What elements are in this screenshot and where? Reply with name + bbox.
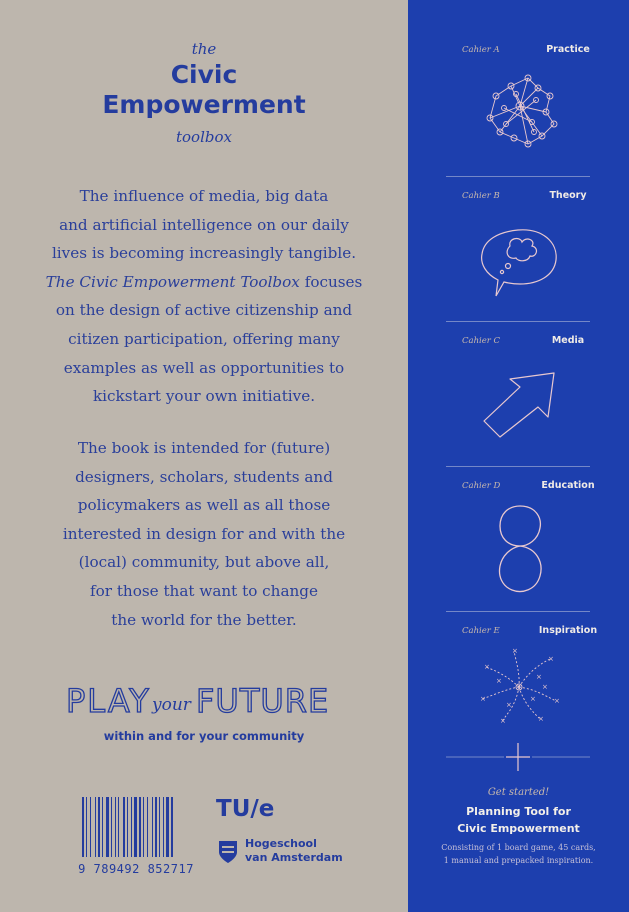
contents-line-1: Consisting of 1 board game, 45 cards, <box>441 843 596 852</box>
planning-title-line-2: Civic Empowerment <box>457 822 580 835</box>
text-line: The influence of media, big data <box>79 187 329 205</box>
barcode-bar <box>111 797 112 857</box>
barcode-bar <box>90 797 91 857</box>
cahier-label: Cahier A <box>462 45 500 55</box>
cahier-name: Education <box>541 480 595 491</box>
barcode-bar <box>123 797 125 857</box>
svg-text:×: × <box>484 663 490 671</box>
text-line: and artificial intelligence on our daily <box>59 215 349 234</box>
title-line-1: Civic <box>170 60 238 89</box>
barcode-bar <box>131 797 132 857</box>
text-line: examples as well as opportunities to <box>63 358 345 377</box>
barcode-bar <box>152 797 153 857</box>
cahier-name: Practice <box>546 44 590 55</box>
cahier-a <box>408 0 629 176</box>
barcode-bar <box>98 797 100 857</box>
text-line: on the design of active citizenship and <box>55 301 353 320</box>
text-line <box>0 268 408 297</box>
barcode-bar <box>134 797 137 857</box>
barcode-bar <box>155 797 157 857</box>
book-title-italic: The Civic Empowerment Toolbox <box>45 272 300 291</box>
barcode-bar <box>147 797 148 857</box>
barcode-bar <box>171 797 173 857</box>
barcode <box>80 797 192 863</box>
svg-text:×: × <box>538 715 544 723</box>
barcode-bar <box>118 797 119 857</box>
text-line: kickstart your own initiative. <box>92 387 316 406</box>
svg-text:×: × <box>554 697 560 705</box>
text-line-rest: focuses <box>299 272 363 291</box>
cahier-b <box>408 176 629 321</box>
svg-text:×: × <box>500 717 506 725</box>
scatter-icon <box>476 645 562 727</box>
hva-logo-text <box>245 837 343 865</box>
text-line: for those that want to change <box>89 581 319 600</box>
barcode-bar <box>102 797 103 857</box>
svg-text:×: × <box>480 695 486 703</box>
play-your-future-logo <box>0 676 408 726</box>
svg-text:×: × <box>496 677 502 685</box>
contents-line-2: 1 manual and prepacked inspiration. <box>443 856 594 865</box>
barcode-bar <box>127 797 128 857</box>
title-line-2: Empowerment <box>102 90 306 119</box>
svg-text:×: × <box>548 655 554 663</box>
cahier-c <box>408 321 629 466</box>
network-icon <box>476 66 566 154</box>
barcode-bar <box>95 797 96 857</box>
title-the: the <box>191 40 217 58</box>
thought-bubble-icon <box>478 224 560 300</box>
svg-text:×: × <box>530 695 536 703</box>
barcode-bar <box>115 797 116 857</box>
cahier-label: Cahier D <box>462 481 501 491</box>
right-panel <box>408 0 629 912</box>
svg-text:×: × <box>512 647 518 655</box>
cahier-name: Media <box>551 335 585 346</box>
barcode-bar <box>166 797 169 857</box>
planning-title-line-1: Planning Tool for <box>466 805 571 818</box>
tagline-sub: within and for your community <box>103 729 305 743</box>
arrow-icon <box>480 367 560 443</box>
text-line: designers, scholars, students and <box>75 467 333 486</box>
svg-text:×: × <box>542 683 548 691</box>
get-started-text: Get started! <box>487 787 550 798</box>
text-line: the world for the better. <box>111 610 297 629</box>
cahier-label: Cahier E <box>462 626 500 636</box>
cahier-name: Inspiration <box>538 625 598 636</box>
play-text: PLAY <box>66 682 151 720</box>
plus-divider <box>446 737 590 777</box>
text-line: The book is intended for (future) <box>77 439 331 457</box>
hva-shield-icon <box>217 838 239 864</box>
barcode-bar <box>82 797 84 857</box>
barcode-bar <box>163 797 164 857</box>
text-line: citizen participation, offering many <box>68 329 340 348</box>
svg-text:×: × <box>536 673 542 681</box>
barcode-bar <box>143 797 144 857</box>
isbn-number: 9 789492 852717 <box>78 862 194 876</box>
hva-line-1: Hogeschool <box>245 837 317 850</box>
barcode-bar <box>159 797 160 857</box>
barcode-bar <box>139 797 141 857</box>
cahier-name: Theory <box>549 190 587 201</box>
svg-text:×: × <box>506 701 512 709</box>
future-text: FUTURE <box>196 682 330 720</box>
description-paragraph-2 <box>0 434 408 634</box>
cahier-label: Cahier C <box>462 336 501 346</box>
barcode-bar <box>106 797 109 857</box>
description-paragraph-1 <box>0 182 408 411</box>
tue-logo: TU/e <box>216 796 275 822</box>
text-line: interested in design for and with the <box>62 524 346 543</box>
barcode-bar <box>86 797 87 857</box>
cahier-d <box>408 466 629 611</box>
figure-eight-icon <box>492 500 548 600</box>
cahier-e <box>408 611 629 737</box>
text-line: lives is becoming increasingly tangible. <box>51 244 357 263</box>
text-line: policymakers as well as all those <box>77 496 331 515</box>
your-text: your <box>152 695 191 715</box>
text-line: (local) community, but above all, <box>78 553 330 572</box>
cahier-label: Cahier B <box>462 191 500 201</box>
hva-line-2: van Amsterdam <box>245 851 343 864</box>
title-toolbox: toolbox <box>176 128 232 146</box>
